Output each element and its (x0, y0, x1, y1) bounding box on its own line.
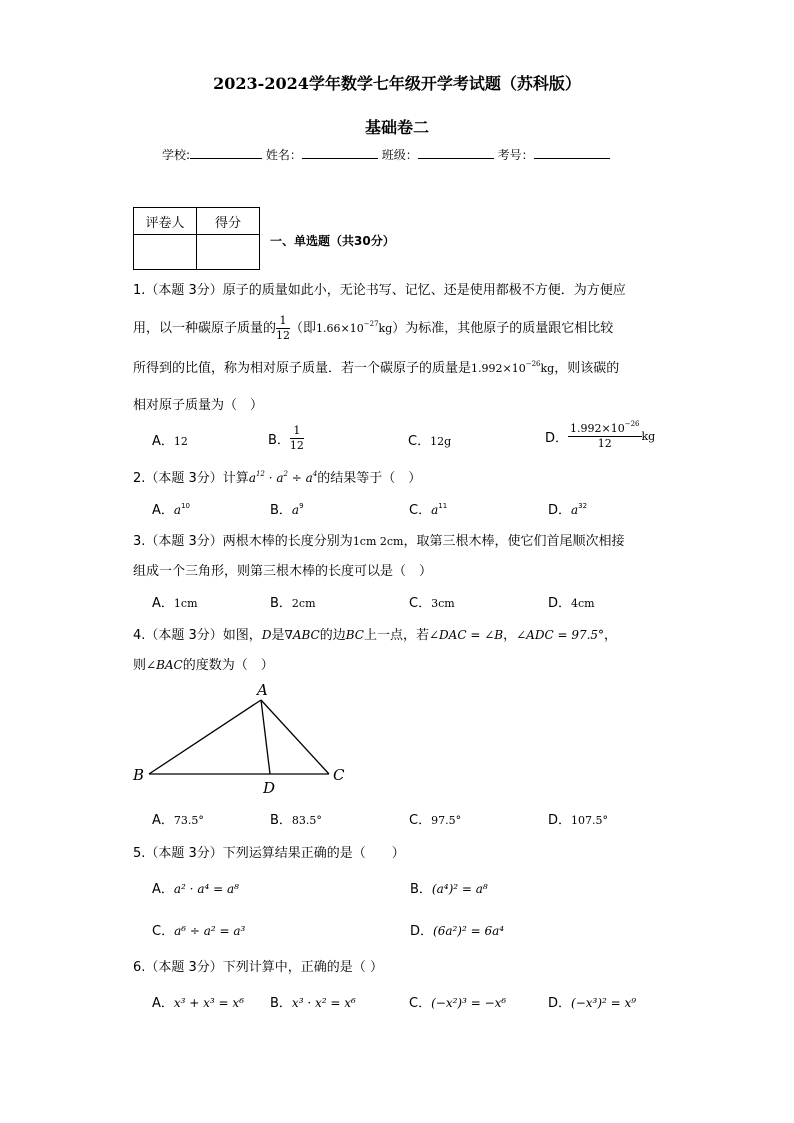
reviewer-cell[interactable] (134, 235, 197, 270)
side-ab (149, 700, 261, 774)
q4-option-a[interactable]: A．73.5° (152, 813, 204, 828)
school-label: 学校: (162, 148, 191, 162)
q1-option-a[interactable]: A．12 (152, 434, 188, 449)
name-field[interactable] (302, 146, 378, 159)
side-ac (261, 700, 329, 774)
q3-option-b[interactable]: B．2cm (270, 596, 316, 611)
q5-option-c[interactable]: C．a⁶ ÷ a² = a³ (152, 924, 246, 939)
q3-option-d[interactable]: D．4cm (548, 596, 595, 611)
q6-option-b[interactable]: B．x³ · x² = x⁶ (270, 996, 356, 1011)
q4-option-c[interactable]: C．97.5° (409, 813, 462, 828)
q1-carbon-mass: $1.992\times 10^{-26}kg$ (471, 360, 555, 375)
q1-fraction: $\frac{1}{12}$ (276, 314, 291, 342)
q2-stem: 2.（本题 3分）计算$a^{12} \cdot a^2 \div a^4$的结果等于（ ） (133, 470, 422, 486)
q4-option-b[interactable]: B．83.5° (270, 813, 322, 828)
q1-line1: 1.（本题 3分）原子的质量如此小，无论书写、记忆、还是使用都极不方便．为方便应 (133, 283, 626, 298)
page-subtitle: 基础卷二 (364, 118, 429, 137)
triangle-figure (125, 680, 365, 800)
q6-option-c[interactable]: C．(−x²)³ = −x⁶ (409, 996, 507, 1011)
q5-option-b[interactable]: B．(a⁴)² = a⁸ (410, 882, 488, 897)
score-table (133, 207, 260, 270)
class-field[interactable] (418, 146, 494, 159)
point-b-label: B (133, 766, 145, 784)
q1-line4: 相对原子质量为（ ） (133, 398, 264, 413)
q3-option-a[interactable]: A．1cm (152, 596, 198, 611)
q1-option-b[interactable]: B． $\frac{1}{12}$ (268, 424, 304, 452)
school-field[interactable] (190, 146, 262, 159)
q4-line1: 4.（本题 3分）如图，D是∇ABC的边BC上一点，若∠DAC = ∠B，∠ADC = 97.5°， (133, 628, 618, 643)
q4-line2: 则∠BAC的度数为（ ） (133, 658, 274, 673)
q6-option-a[interactable]: A．x³ + x³ = x⁶ (152, 996, 245, 1011)
class-label: 班级： (381, 148, 418, 162)
student-info-line (162, 146, 610, 163)
q3-line2: 组成一个三角形，则第三根木棒的长度可以是（ ） (133, 564, 433, 579)
q1-atomic-mass-unit: $1.66\times 10^{-27}kg$ (316, 320, 393, 335)
number-field[interactable] (534, 146, 610, 159)
point-a-label: A (257, 681, 268, 699)
q3-option-c[interactable]: C．3cm (409, 596, 455, 611)
q2-option-b[interactable]: B．$a^9$ (270, 502, 304, 518)
q5-stem: 5.（本题 3分）下列运算结果正确的是（ ） (133, 846, 405, 861)
q2-option-d[interactable]: D．$a^{32}$ (548, 502, 588, 518)
q1-line2: 用，以一种碳原子质量的 $\frac{1}{12}$ （即$1.66\times 10^{-27}kg$）为标准，其他原子的质量跟它相比较 (133, 314, 614, 342)
q1-option-c[interactable]: C．12g (408, 434, 452, 449)
q2-option-c[interactable]: C．$a^{11}$ (409, 502, 448, 518)
number-label: 考号： (497, 148, 534, 162)
page-title: 2023-2024学年数学七年级开学考试题（苏科版） (213, 74, 581, 93)
q5-option-a[interactable]: A．a² · a⁴ = a⁸ (152, 882, 239, 897)
q4-option-d[interactable]: D．107.5° (548, 813, 609, 828)
q6-stem: 6.（本题 3分）下列计算中，正确的是（ ） (133, 960, 383, 975)
name-label: 姓名： (265, 148, 302, 162)
reviewer-header: 评卷人 (134, 208, 197, 235)
section-title: 一、单选题（共30分） (270, 234, 395, 248)
score-cell[interactable] (197, 235, 260, 270)
point-d-label: D (263, 779, 276, 797)
q6-option-d[interactable]: D．(−x³)² = x⁹ (548, 996, 637, 1011)
q5-option-d[interactable]: D．(6a²)² = 6a⁴ (410, 924, 505, 939)
score-header: 得分 (197, 208, 260, 235)
q1-line3: 所得到的比值，称为相对原子质量．若一个碳原子的质量是$1.992\times 10^{-26}kg$，则该碳的 (133, 360, 620, 376)
q2-expression: $a^{12} \cdot a^2 \div a^4$ (248, 470, 318, 485)
q2-option-a[interactable]: A．$a^{10}$ (152, 502, 190, 518)
point-c-label: C (333, 766, 345, 784)
q3-line1: 3.（本题 3分）两根木棒的长度分别为1cm 2cm，取第三根木棒，使它们首尾顺次相接 (133, 534, 625, 549)
q1-option-d[interactable]: D． $\frac{1.992\times 10^{-26}}{12}$ kg (545, 420, 656, 450)
segment-ad (261, 700, 270, 774)
